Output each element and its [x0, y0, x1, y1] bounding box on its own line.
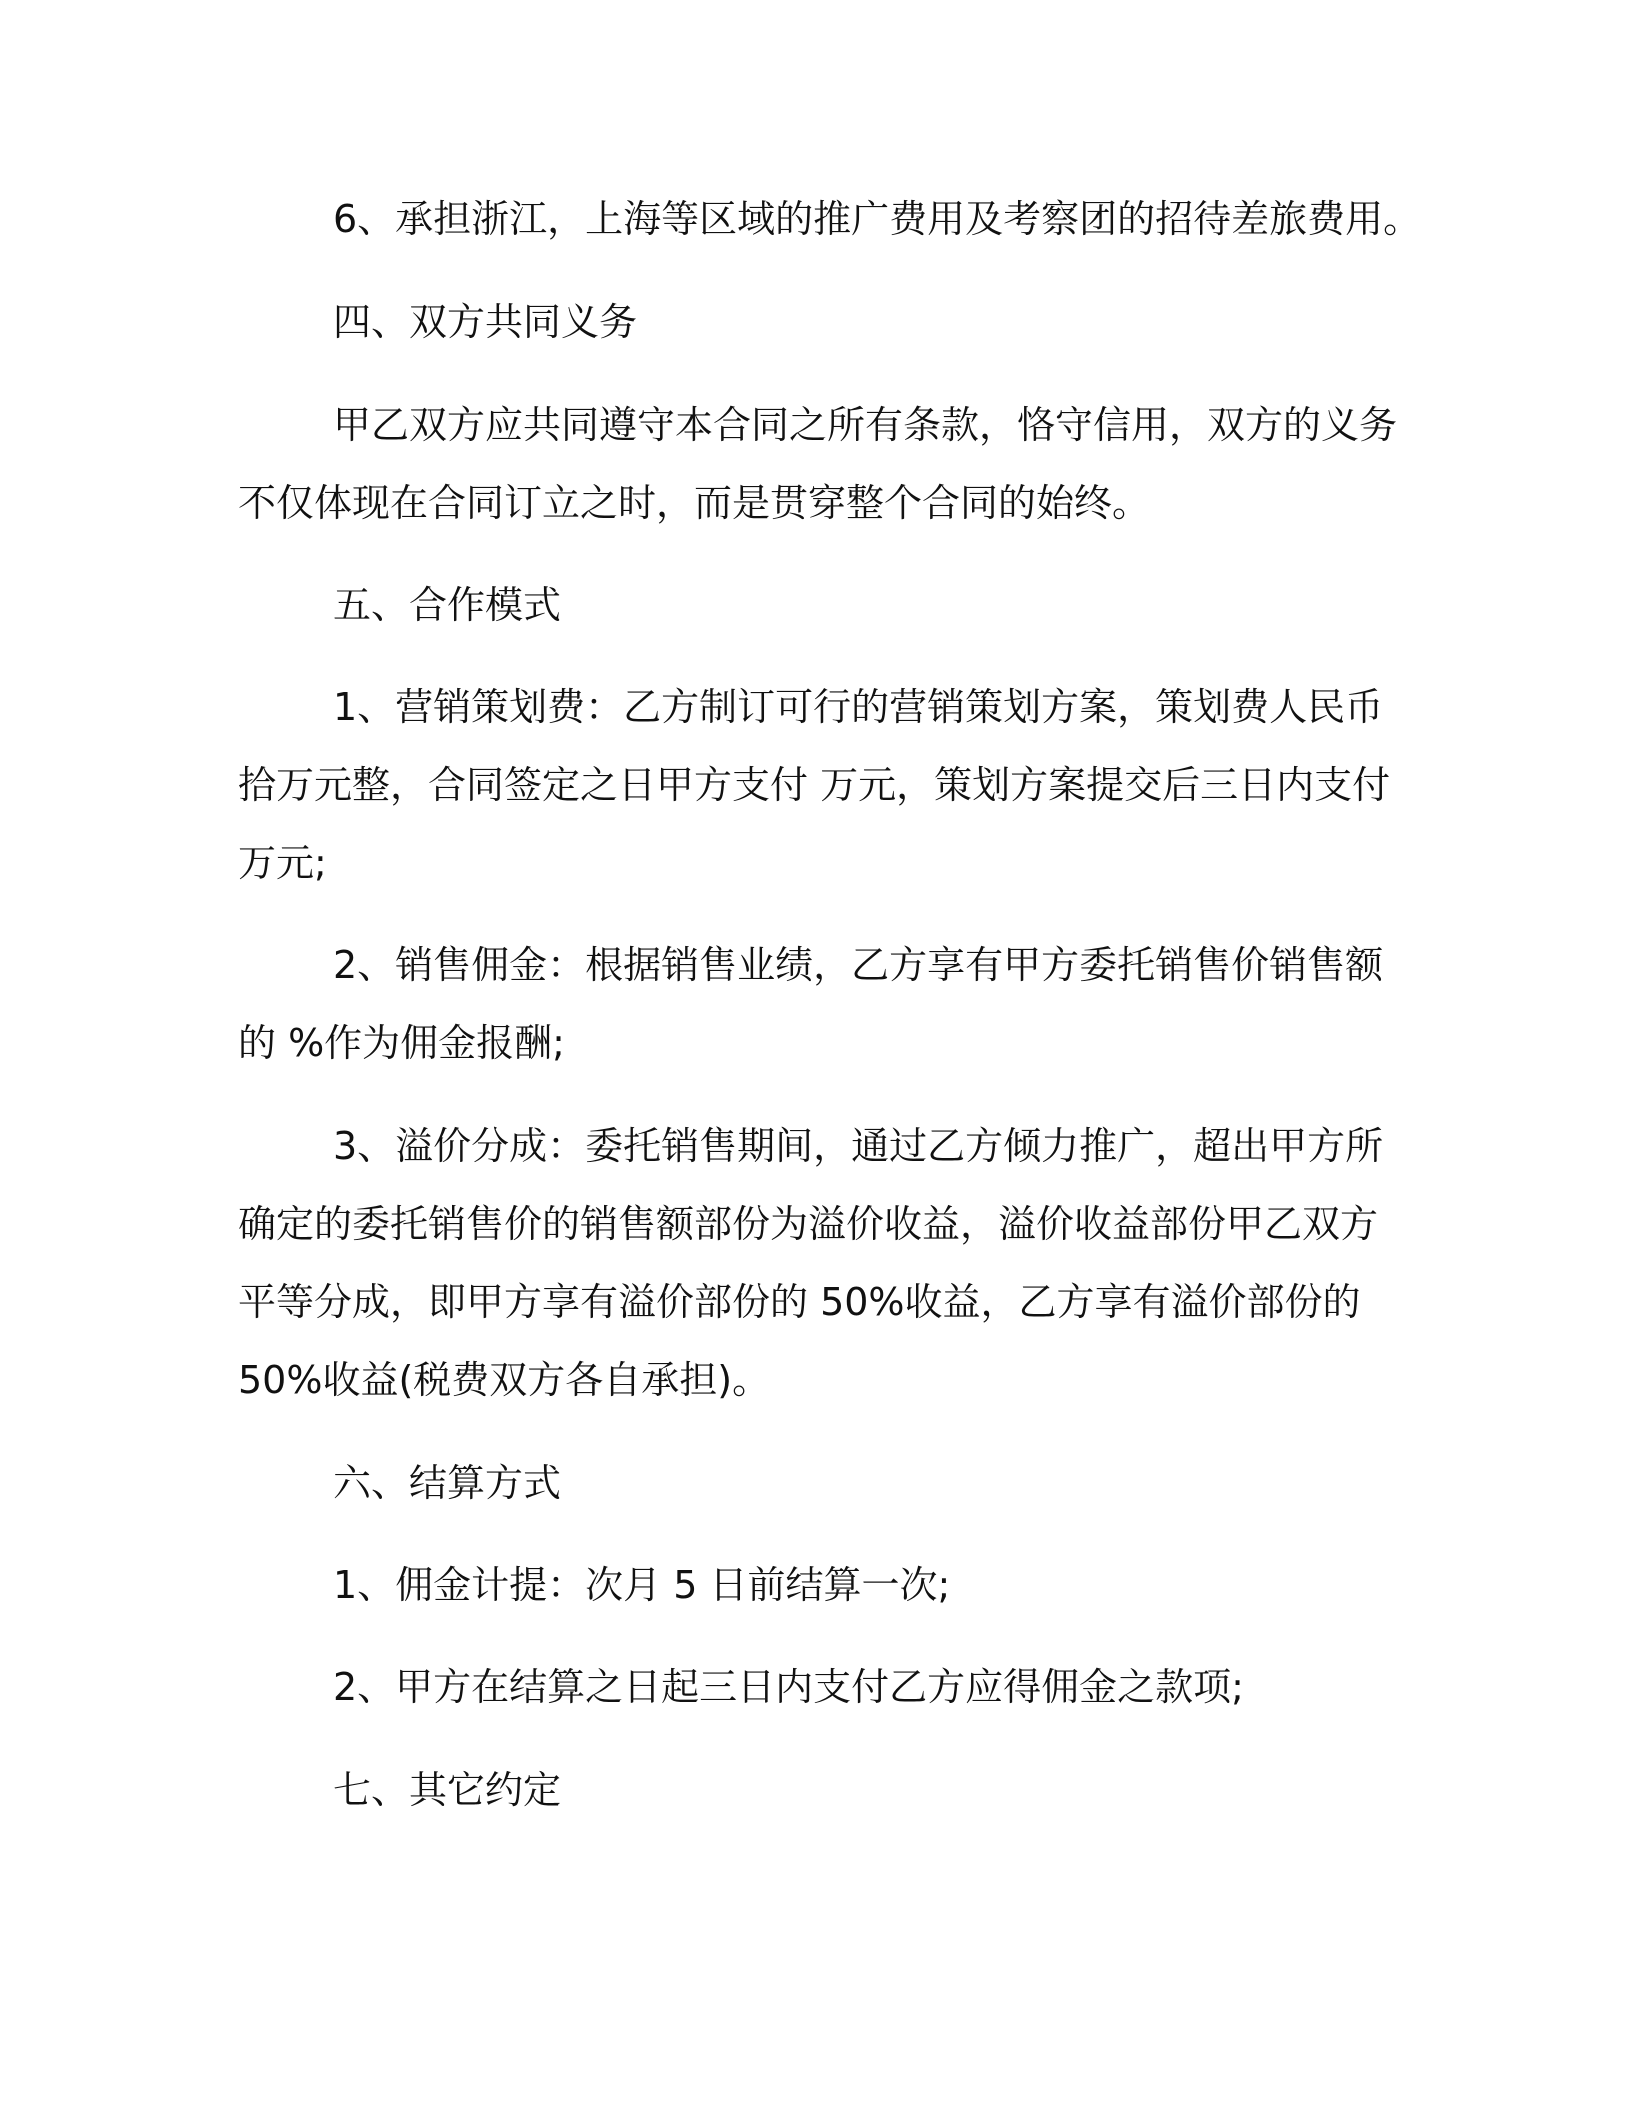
section-4-body-line-2: 不仅体现在合同订立之时，而是贯穿整个合同的始终。 — [238, 481, 1151, 525]
section-5-item-2-line-1: 2、销售佣金：根据销售业绩，乙方享有甲方委托销售价销售额 — [333, 943, 1384, 987]
section-6-heading: 六、结算方式 — [333, 1461, 562, 1505]
section-4-heading: 四、双方共同义务 — [333, 300, 638, 344]
section-6-item-1: 1、佣金计提：次月 5 日前结算一次; — [333, 1563, 951, 1607]
item-6-text: 6、承担浙江，上海等区域的推广费用及考察团的招待差旅费用。 — [333, 197, 1422, 241]
section-5-item-1-line-3: 万元; — [238, 841, 327, 885]
section-5-item-1-line-1: 1、营销策划费：乙方制订可行的营销策划方案，策划费人民币 — [333, 685, 1384, 729]
section-4-body-line-1: 甲乙双方应共同遵守本合同之所有条款，恪守信用，双方的义务 — [333, 403, 1398, 447]
section-5-item-3-line-3: 平等分成，即甲方享有溢价部份的 50%收益，乙方享有溢价部份的 — [238, 1280, 1361, 1324]
section-5-heading: 五、合作模式 — [333, 583, 562, 627]
section-5-item-3-line-2: 确定的委托销售价的销售额部份为溢价收益，溢价收益部份甲乙双方 — [238, 1202, 1379, 1246]
section-5-item-2-line-2: 的 %作为佣金报酬; — [238, 1021, 565, 1065]
section-5-item-1-line-2: 拾万元整，合同签定之日甲方支付 万元，策划方案提交后三日内支付 — [238, 763, 1391, 807]
section-5-item-3-line-4: 50%收益(税费双方各自承担)。 — [238, 1358, 771, 1402]
section-7-heading: 七、其它约定 — [333, 1768, 562, 1812]
section-6-item-2: 2、甲方在结算之日起三日内支付乙方应得佣金之款项; — [333, 1665, 1244, 1709]
section-5-item-3-line-1: 3、溢价分成：委托销售期间，通过乙方倾力推广，超出甲方所 — [333, 1124, 1384, 1168]
